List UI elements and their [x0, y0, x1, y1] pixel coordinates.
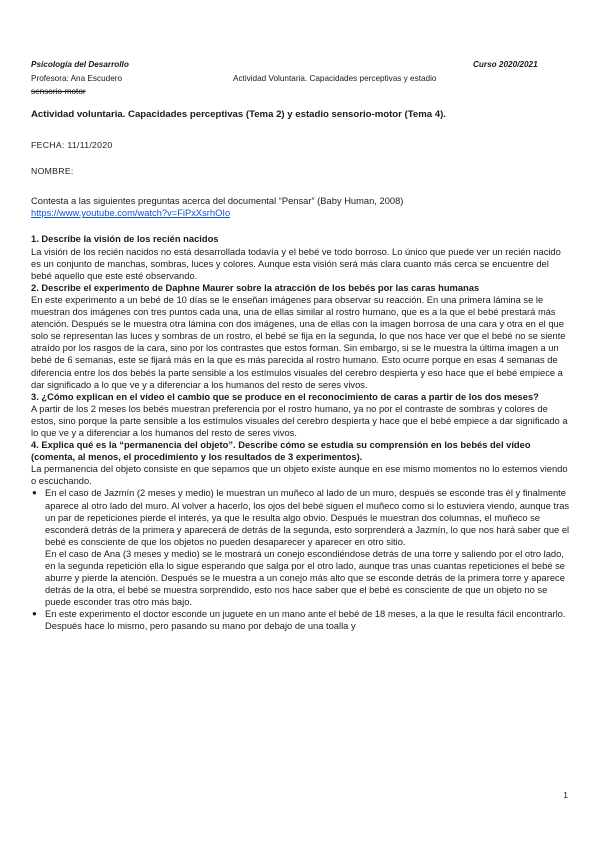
list-item	[31, 487, 571, 608]
question-4: 4. Explica qué es la “permanencia del objeto”. Describe cómo se estudia su comprensión en los bebés del vídeo (comenta, al menos, el procedimiento y los resultados de 3 experimentos).	[31, 440, 531, 463]
document-title: Actividad voluntaria. Capacidades perceptivas (Tema 2) y estadio sensorio-motor (Tema 4).	[31, 109, 446, 120]
list-item	[31, 608, 571, 632]
date-field: FECHA: 11/11/2020	[31, 140, 113, 151]
question-1: 1. Describe la visión de los recién nacidos	[31, 234, 219, 245]
answer-4: La permanencia del objeto consiste en que sepamos que un objeto existe aunque en ese mismo momentos no lo estemos viendo o escuchando.	[31, 464, 568, 487]
page-number: 1	[563, 790, 568, 800]
bullet-text: En este experimento el doctor esconde un juguete en un mano ante el bebé de 18 meses, a la que le resulta fácil encontrarlo. Después hace lo mismo, pero pasando su mano por debajo de una toalla y	[45, 609, 566, 632]
question-2: 2. Describe el experimento de Daphne Maurer sobre la atracción de los bebés por las caras humanas	[31, 282, 480, 293]
header-overflow: sensorio-motor	[31, 87, 86, 96]
video-link[interactable]: https://www.youtube.com/watch?v=FiPxXsrhOIo	[31, 208, 231, 219]
bullet-icon: ●	[32, 488, 37, 498]
header-professor: Profesora: Ana Escudero	[31, 74, 123, 83]
experiment-list	[31, 487, 571, 632]
bullet-text: En el caso de Jazmín (2 meses y medio) le muestran un muñeco al lado de un muro, después se esconde tras él y finalmente aparece al otro lado del muro. Al volver a hacerlo, los ojos del bebé siguen el muñeco como si lo estuviera viendo, aunque tras un par de repeticiones pierde el interés, ya que le resulta algo obvio. Después le muestran dos columnas, el muñeco se esconderá detrás de la primera y aparecerá de detrás de la segunda, esto sorprenderá a Jazmín, lo que nos hará saber que el bebé es consciente de que los objetos no pueden desaparecer y aparecer en otro sitio.	[45, 488, 570, 547]
bullet-continuation: En el caso de Ana (3 meses y medio) se le mostrará un conejo escondiéndose detrás de una torre y saliendo por el otro lado, en la segunda repetición ella lo sigue esperando que salga por el otro lado, aunque tras unas cuantas repeticiones el bebé se aburre y pierde la atención. Después se le muestra a un conejo más alto que se esconde detrás de la primera torre y aparece detrás de la otra, el bebé se muestra sorprendido, esto nos hace saber que el bebé es consciente de que un objeto no se puede esconder tras otro más bajo.	[45, 548, 565, 608]
instruction-text: Contesta a las siguientes preguntas acerca del documental “Pensar” (Baby Human, 2008)	[31, 196, 404, 207]
answer-3: A partir de los 2 meses los bebés muestran preferencia por el rostro humano, ya no por el contraste de sombras y colores de estos, sino porque la parte sensible a los estímulos visuales del cerebro despierta y hace que el bebé empiece a dar significado a lo que ve y a diferenciar a los humanos del resto de seres vivos.	[31, 403, 568, 438]
answer-1: La visión de los recién nacidos no está desarrollada todavía y el bebé ve todo borroso. Lo único que puede ver un recién nacido es un conjunto de manchas, sombras, luces y colores. Aunque esta visión será más clara cuanto más cerca se encuentre del bebé aquello que este esté observando.	[31, 246, 561, 281]
header-activity: Actividad Voluntaria. Capacidades perceptivas y estadio	[233, 74, 437, 83]
header-course: Curso 2020/2021	[473, 60, 538, 69]
answer-2: En este experimento a un bebé de 10 días se le enseñan imágenes para observar su reacción. En una primera lámina se le muestran dos imágenes con tres puntos cada una, una de ellas similar al rostro humano, que es a la que el bebé prestará más atención. Después se le muestra otra lámina con dos imágenes, una de ellas con la imagen borrosa de una cara y otra en el que solo se representan las luces y sombras de un rostro, el bebé se fija en la segunda, lo que nos hace ver que el bebé no se siente atraído por los rasgos de la cara, sino por los contrastes que estos forman. Sin embargo, si se le muestra la última imagen a un bebé de 6 semanas, este se fijará más en la que es más parecida al rostro humano. Esto ocurre porque en esas 4 semanas de diferencia entre los dos bebés la parte sensible a los estímulos visuales del cerebro despierta y eso hace que el bebé empiece a dar significado a lo que ve y a diferenciar a los humanos del resto de seres vivos.	[31, 294, 566, 390]
name-field: NOMBRE:	[31, 166, 74, 177]
document-body	[31, 100, 571, 633]
header-subject: Psicología del Desarrollo	[31, 60, 129, 69]
question-3: 3. ¿Cómo explican en el vídeo el cambio que se produce en el reconocimiento de caras a partir de los dos meses?	[31, 391, 539, 402]
bullet-icon: ●	[32, 609, 37, 619]
